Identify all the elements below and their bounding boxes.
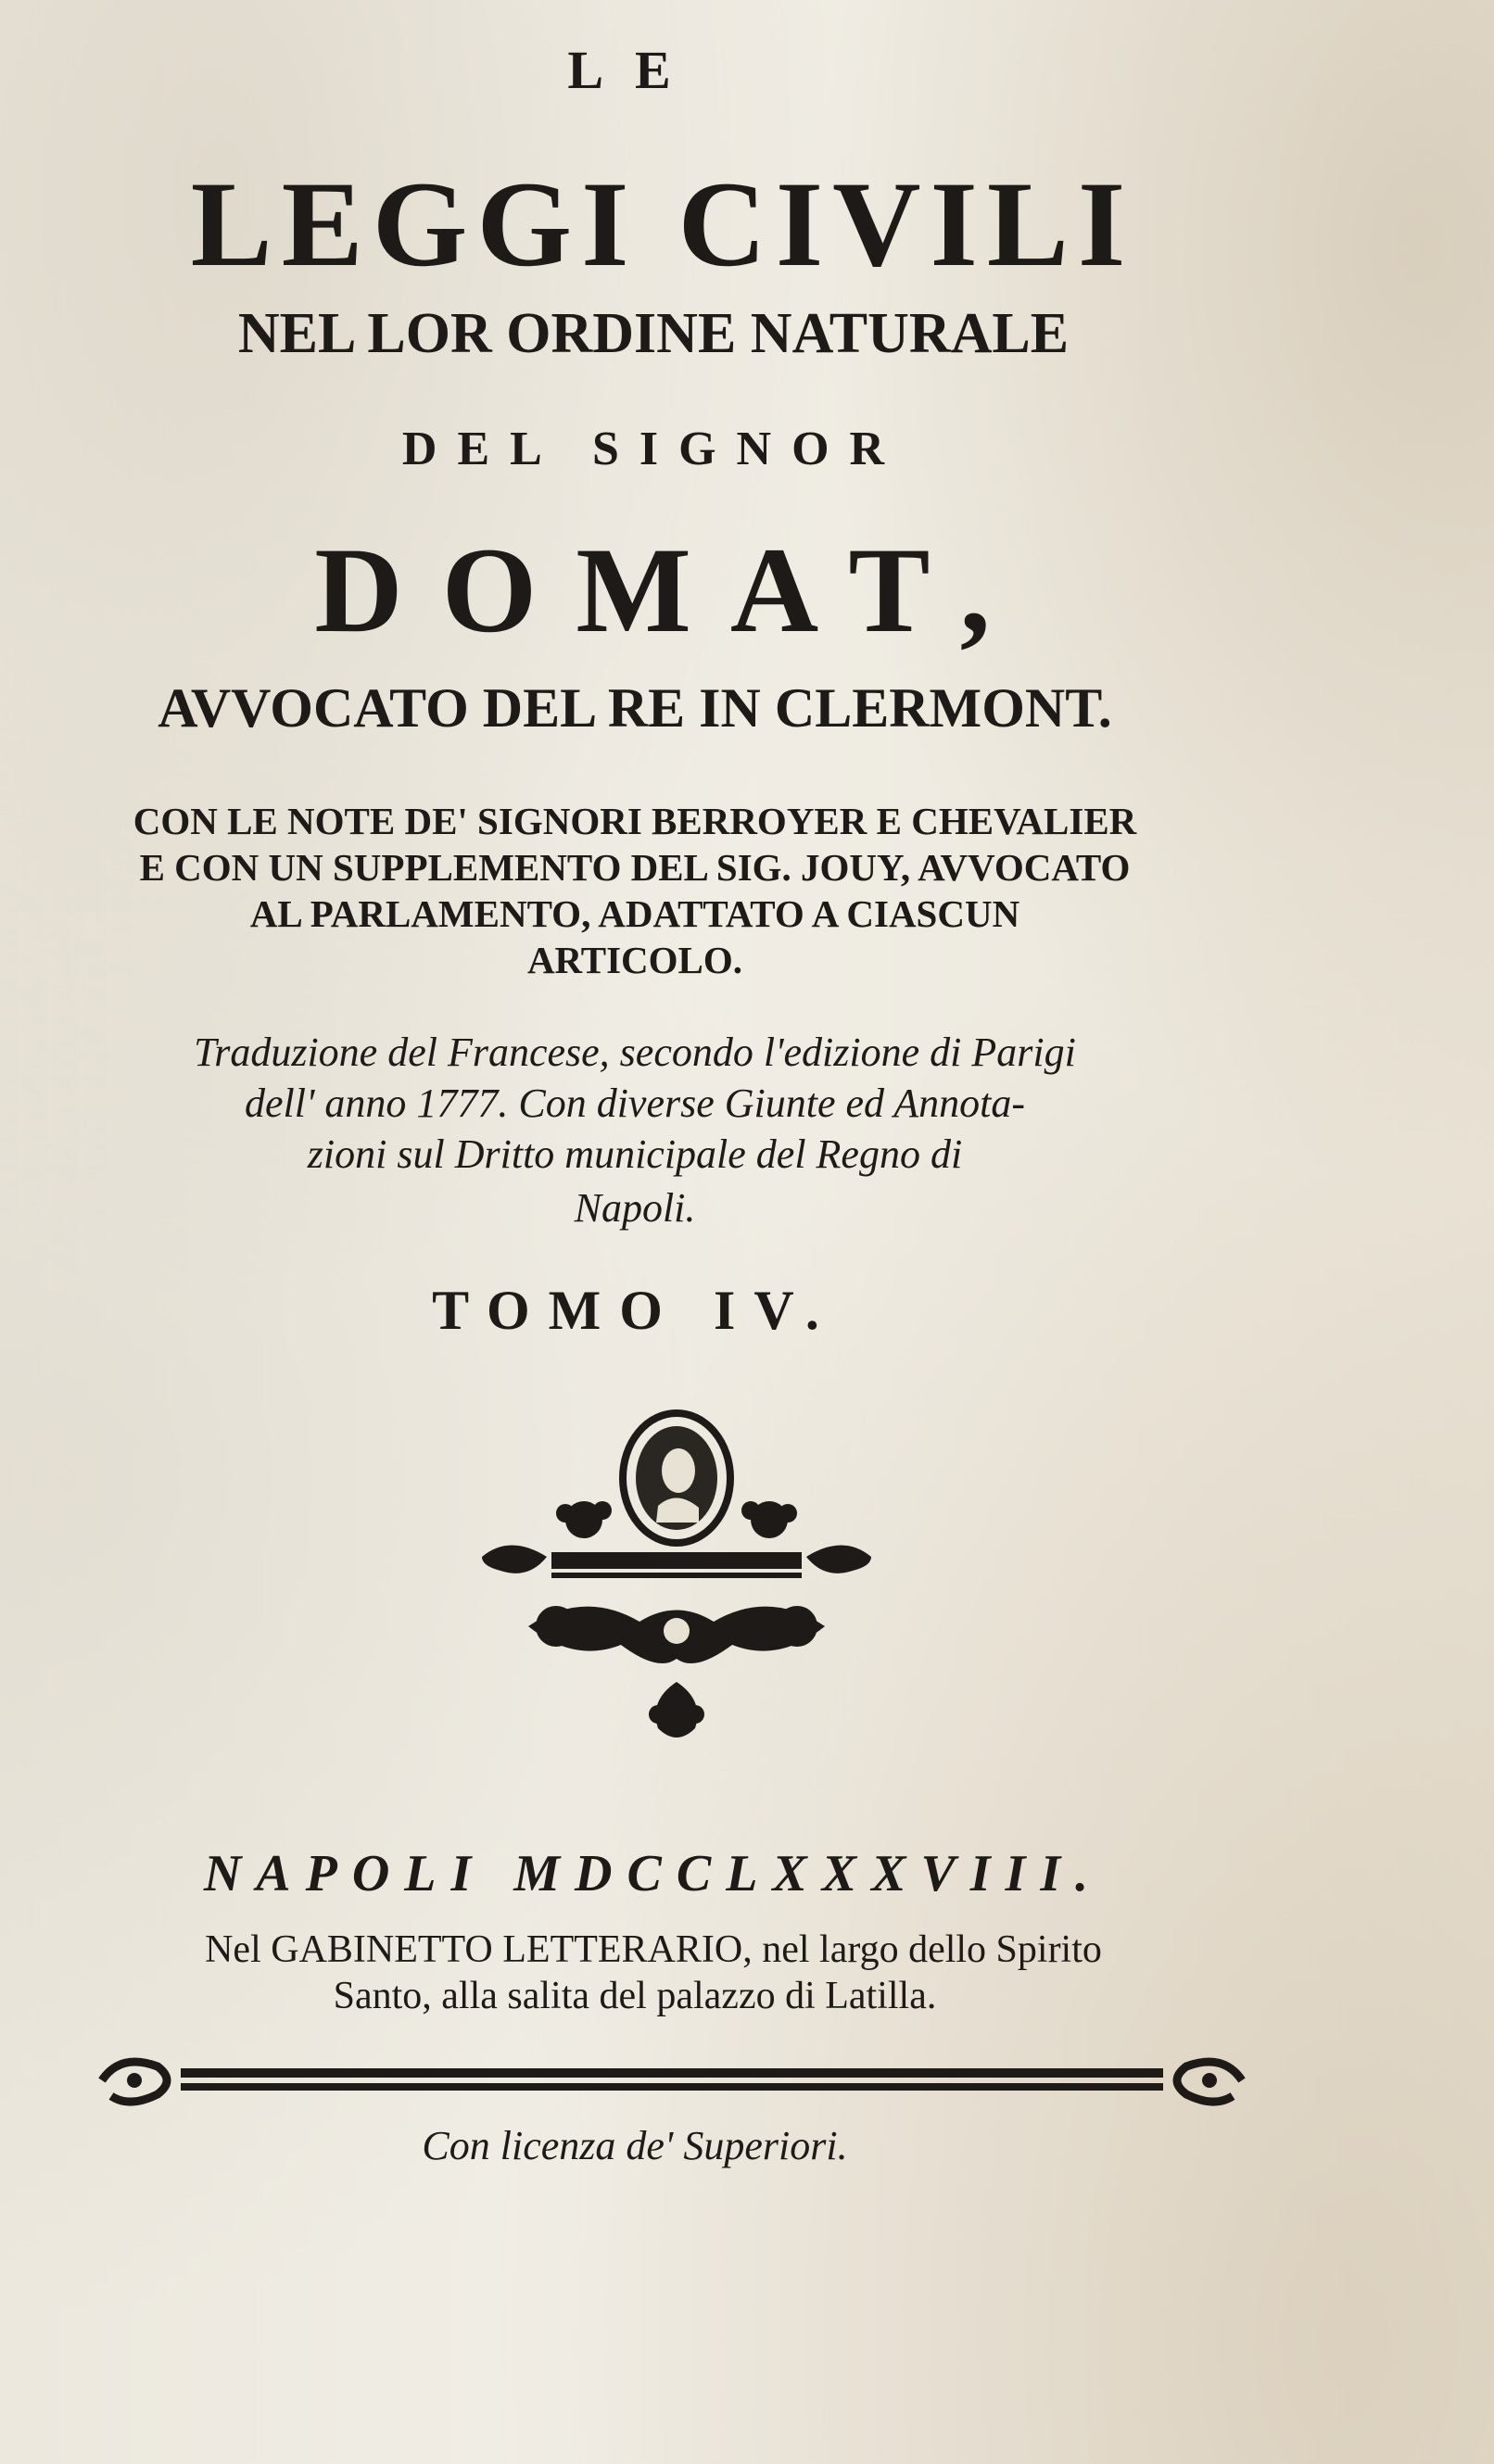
author-byline: DEL SIGNOR bbox=[401, 423, 905, 475]
translation-line: zioni sul Dritto municipale del Regno di bbox=[307, 1131, 963, 1177]
notes-line: ARTICOLO. bbox=[526, 939, 743, 981]
author-role: AVVOCATO DEL RE IN CLERMONT. bbox=[158, 677, 1112, 739]
translation-line: Napoli. bbox=[574, 1185, 696, 1231]
notes-line: AL PARLAMENTO, ADATTATO A CIASCUN bbox=[249, 892, 1020, 935]
book-title: LEGGI CIVILI bbox=[190, 156, 1135, 292]
translation-line: Traduzione del Francese, secondo l'edizione di Parigi bbox=[194, 1030, 1076, 1075]
volume-number: TOMO IV. bbox=[432, 1280, 838, 1341]
publisher-line: Santo, alla salita del palazzo di Latilla. bbox=[333, 1975, 937, 2017]
translation-line: dell' anno 1777. Con diverse Giunte ed Annota- bbox=[244, 1080, 1026, 1126]
book-subtitle: NEL LOR ORDINE NATURALE bbox=[237, 302, 1070, 365]
author-name: DOMAT, bbox=[314, 522, 1030, 658]
decorative-rule-with-scrolls-icon bbox=[93, 2039, 1251, 2122]
portrait-medallion-vignette-icon bbox=[473, 1404, 880, 1756]
title-article: LE bbox=[567, 40, 703, 100]
notes-line: E CON UN SUPPLEMENTO DEL SIG. JOUY, AVVOCATO bbox=[139, 846, 1131, 889]
publisher-line: Nel GABINETTO LETTERARIO, nel largo dello Spirito bbox=[205, 1928, 1102, 1971]
imprint-place-date: NAPOLI MDCCLXXXVIII. bbox=[203, 1845, 1104, 1902]
license-line: Con licenza de' Superiori. bbox=[422, 2123, 848, 2168]
notes-line: CON LE NOTE DE' SIGNORI BERROYER E CHEVALIER bbox=[133, 800, 1137, 842]
